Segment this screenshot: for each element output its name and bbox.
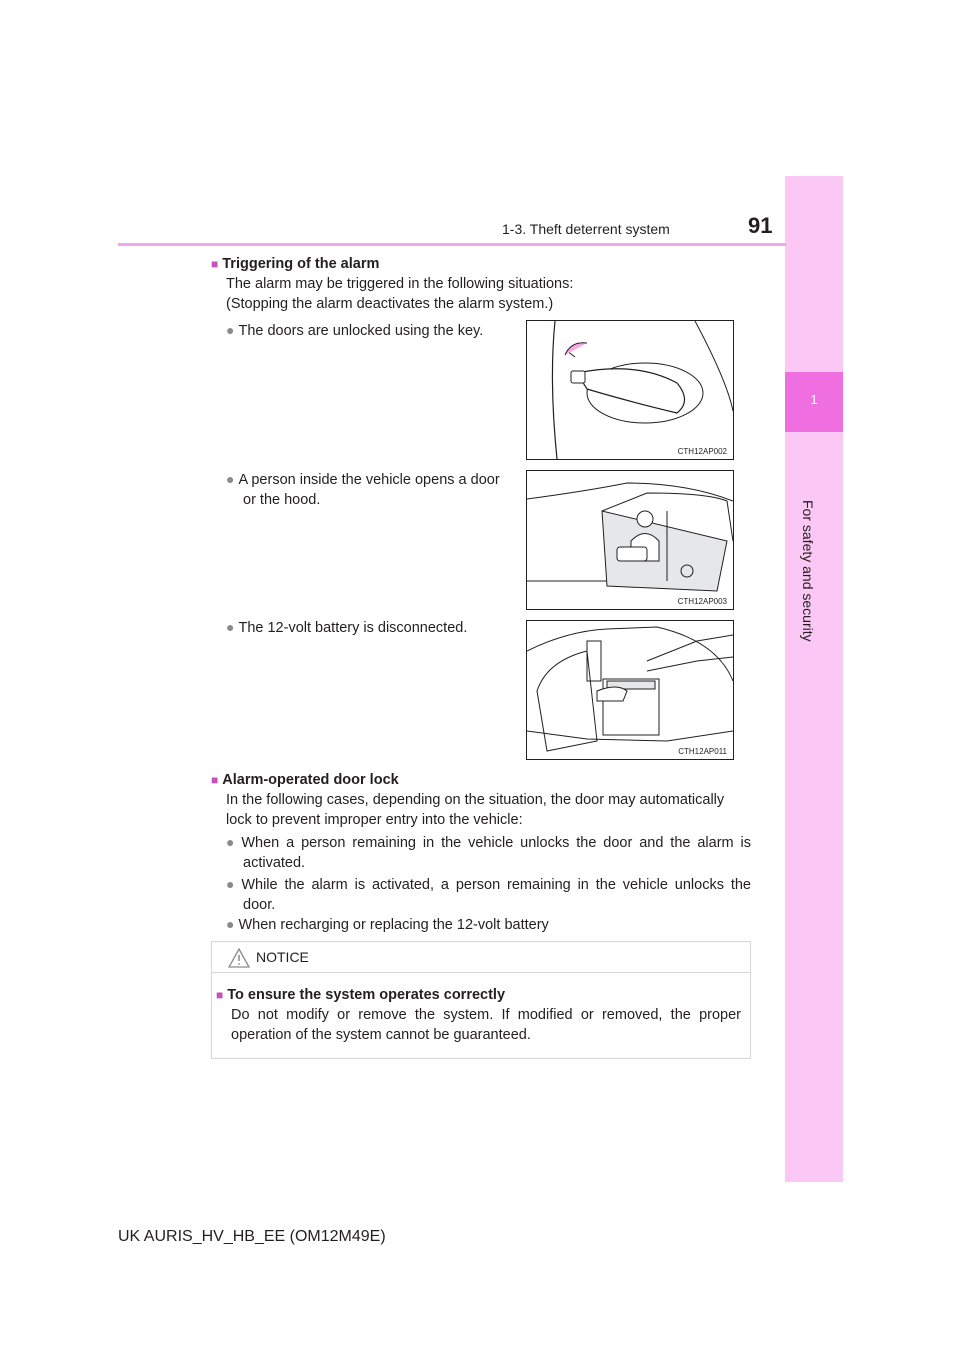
door-lock-item: ● When a person remaining in the vehicle unlocks the door and the alarm is activated.: [226, 834, 751, 871]
battery-illustration: [527, 621, 733, 759]
dot-bullet-icon: ●: [226, 471, 235, 487]
notice-label: NOTICE: [256, 949, 309, 965]
figure-person-door: CTH12AP003: [526, 470, 734, 610]
person-door-illustration: [527, 471, 733, 609]
trigger-item-battery: ● The 12-volt battery is disconnected.: [226, 619, 468, 636]
square-bullet-icon: ■: [216, 988, 224, 1002]
notice-box: [211, 941, 751, 1059]
dot-bullet-icon: ●: [226, 876, 238, 892]
trigger-item-door: ● A person inside the vehicle opens a door or the hood.: [226, 471, 500, 508]
warning-icon: [228, 948, 250, 968]
door-lock-item: ● While the alarm is activated, a person remaining in the vehicle unlocks the door.: [226, 876, 751, 913]
figure-door-key: CTH12AP002: [526, 320, 734, 460]
notice-heading: ■ To ensure the system operates correctly: [216, 987, 506, 1003]
chapter-number: 1: [810, 392, 818, 407]
notice-header: [212, 942, 750, 973]
dot-bullet-icon: ●: [226, 916, 235, 932]
square-bullet-icon: ■: [211, 257, 219, 271]
section-title: 1-3. Theft deterrent system: [502, 221, 670, 237]
trigger-item-key: ● The doors are unlocked using the key.: [226, 322, 484, 339]
notice-body: Do not modify or remove the system. If modified or removed, the proper operation of the system cannot be guaranteed.: [231, 1007, 741, 1043]
footer-model: UK AURIS_HV_HB_EE (OM12M49E): [118, 1228, 386, 1245]
door-key-illustration: [527, 321, 733, 459]
door-lock-item: ● When recharging or replacing the 12-volt battery: [226, 916, 549, 933]
chapter-sidebar: [785, 176, 843, 1182]
door-lock-heading: ■ Alarm-operated door lock: [211, 772, 399, 788]
dot-bullet-icon: ●: [226, 619, 235, 635]
figure-battery: CTH12AP011: [526, 620, 734, 760]
header-rule: [118, 243, 786, 246]
triggering-heading: ■ Triggering of the alarm: [211, 256, 380, 272]
chapter-title: For safety and security: [800, 500, 816, 642]
square-bullet-icon: ■: [211, 773, 219, 787]
triggering-intro: The alarm may be triggered in the following situations: (Stopping the alarm deactivates the alarm system.): [226, 276, 574, 312]
dot-bullet-icon: ●: [226, 322, 235, 338]
dot-bullet-icon: ●: [226, 834, 238, 850]
page-number: 91: [748, 213, 773, 238]
door-lock-intro: In the following cases, depending on the situation, the door may automatically lock to prevent improper entry into the vehicle:: [226, 792, 725, 828]
